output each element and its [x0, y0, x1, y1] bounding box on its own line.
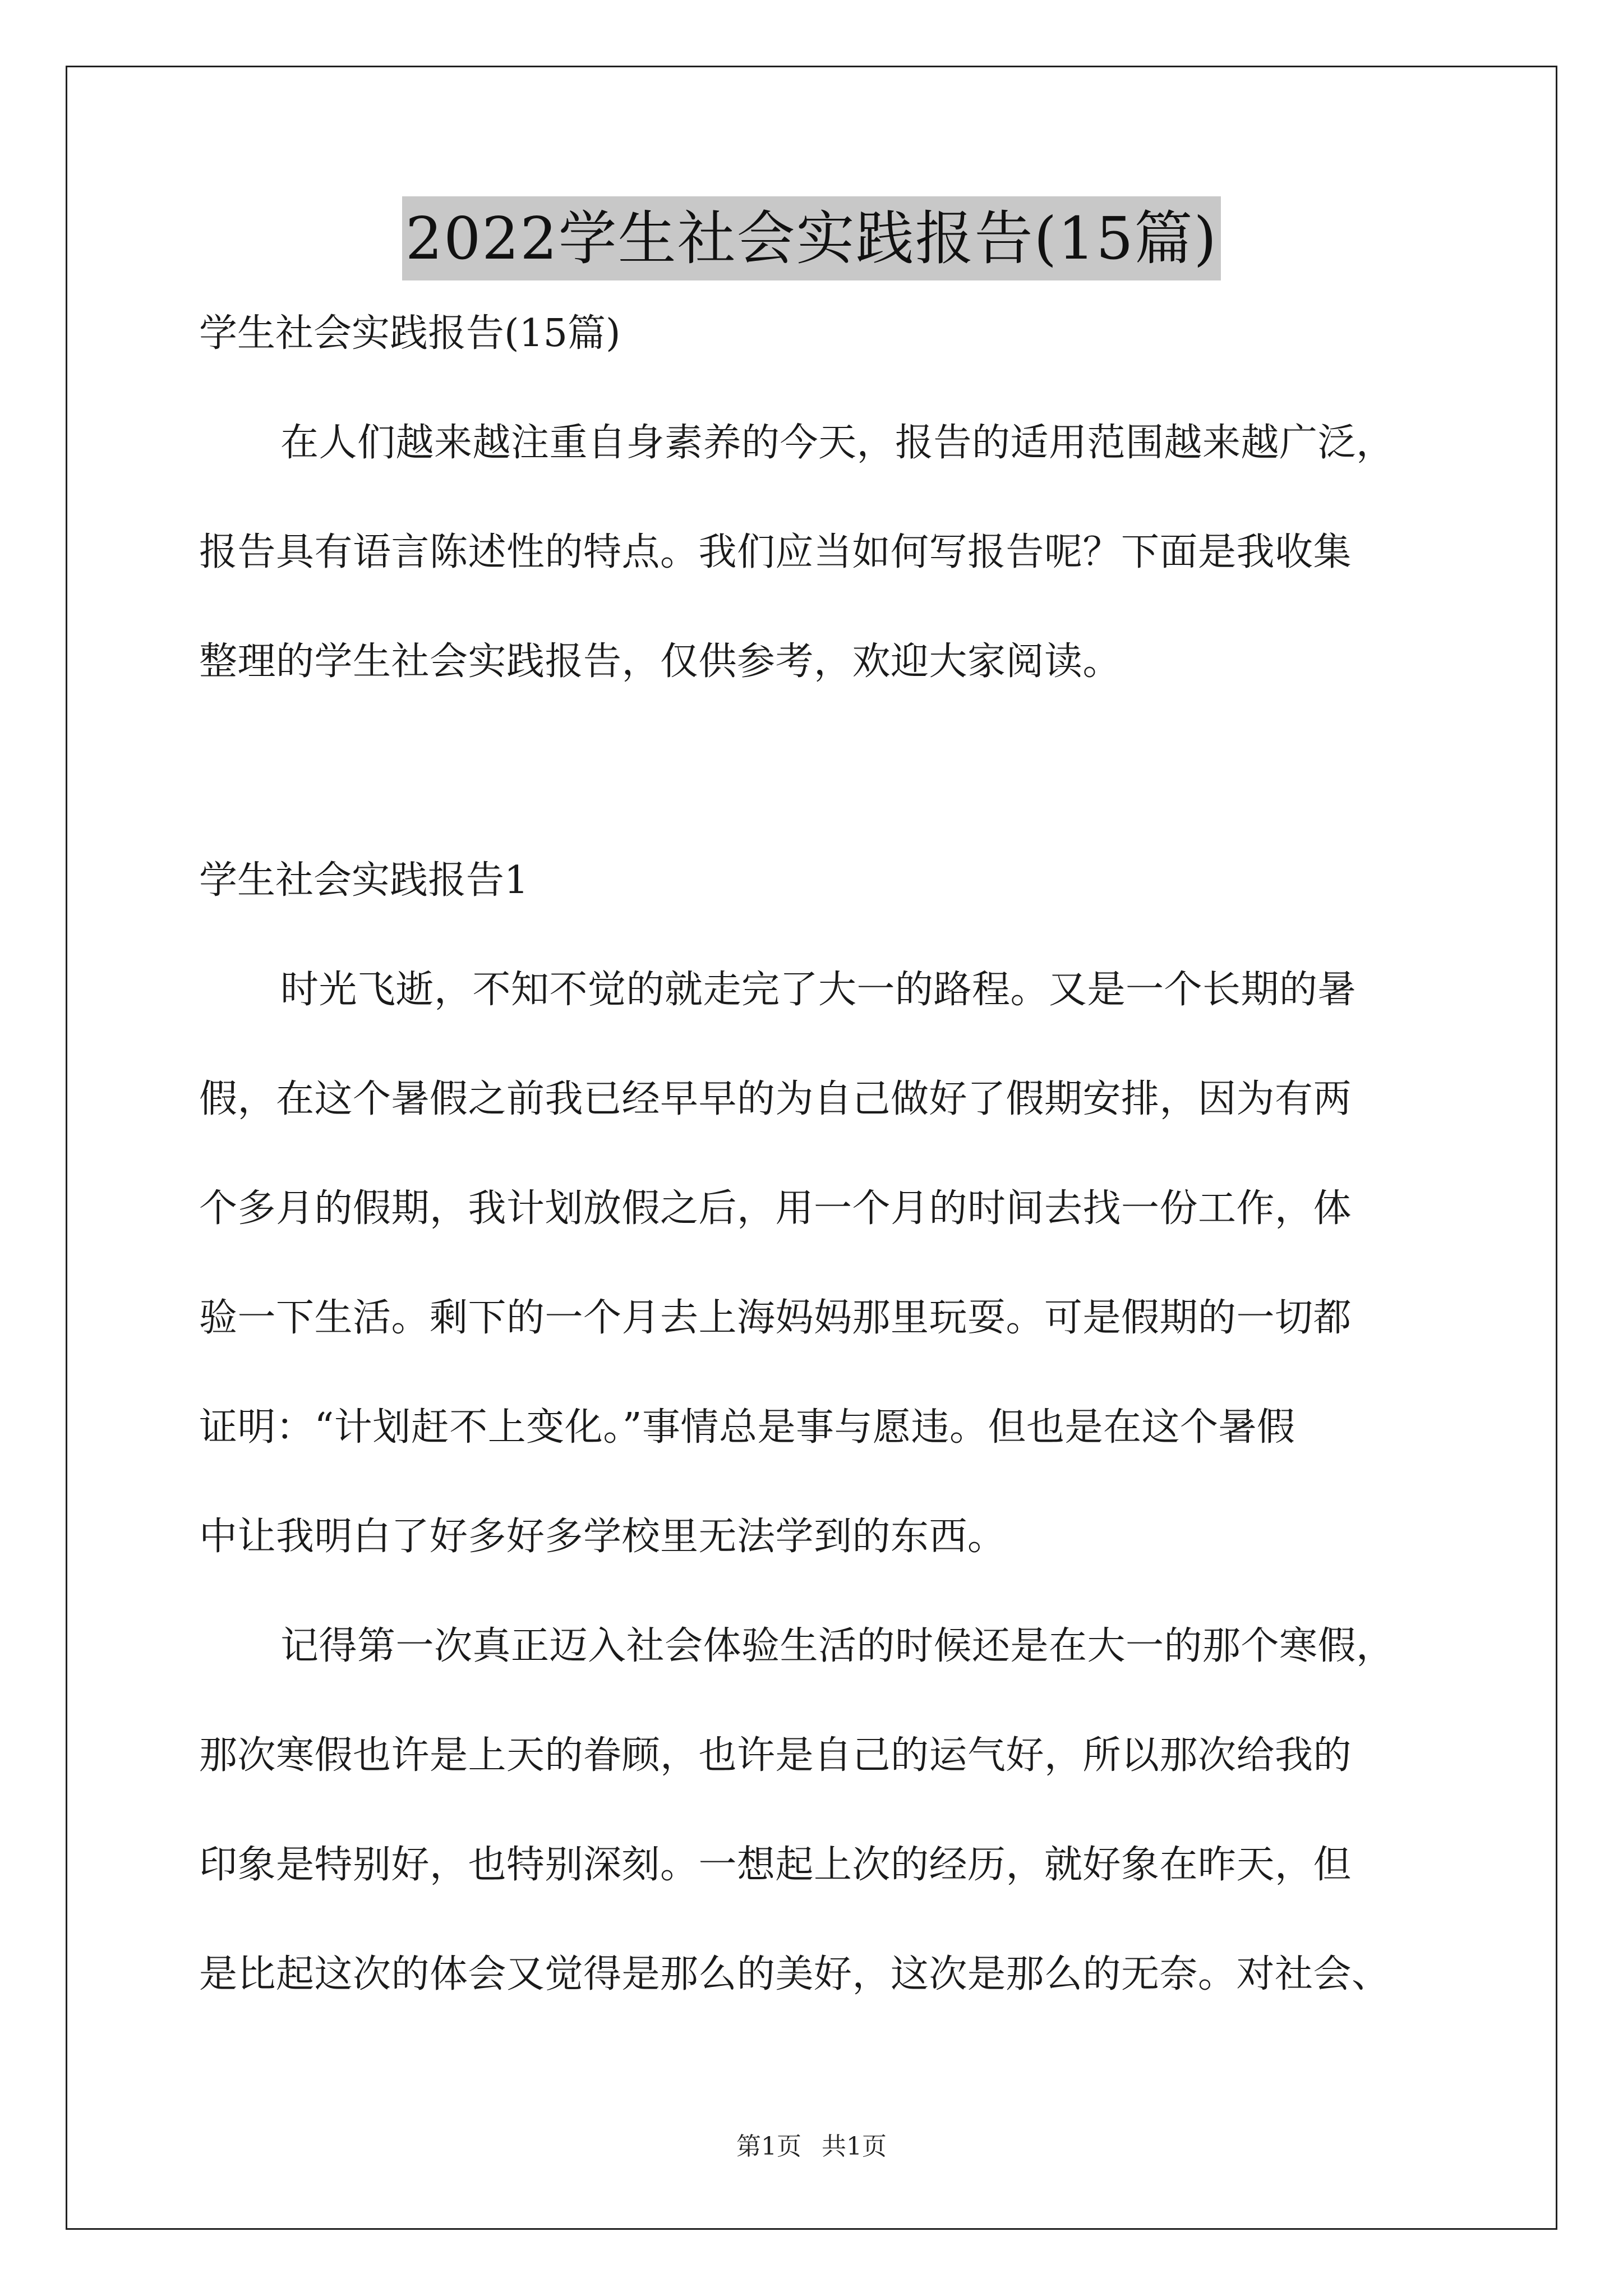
document-body: [199, 306, 1438, 2056]
paragraph-line: 印象是特别好，也特别深刻。一想起上次的经历，就好象在昨天，但: [199, 1843, 1352, 1887]
title-wrapper: [0, 196, 1623, 280]
paragraph-line: 验一下生活。剩下的一个月去上海妈妈那里玩耍。可是假期的一切都: [199, 1296, 1352, 1340]
section1-paragraph-1: [199, 962, 1438, 1565]
paragraph-line: 时光飞逝，不知不觉的就走完了大一的路程。又是一个长期的暑: [280, 968, 1357, 1012]
document-subtitle: 学生社会实践报告(15篇): [199, 311, 621, 356]
paragraph-line: 个多月的假期，我计划放假之后，用一个月的时间去找一份工作，体: [199, 1186, 1352, 1231]
section1-paragraph-2: [199, 1618, 1438, 2003]
page-total: 共1页: [822, 2132, 887, 2161]
paragraph-line: 是比起这次的体会又觉得是那么的美好，这次是那么的无奈。对社会、: [199, 1952, 1390, 1996]
intro-line: 在人们越来越注重自身素养的今天，报告的适用范围越来越广泛，: [280, 421, 1395, 465]
document-title: 2022学生社会实践报告(15篇): [402, 196, 1221, 280]
paragraph-line: 假，在这个暑假之前我已经早早的为自己做好了假期安排，因为有两: [199, 1077, 1352, 1121]
paragraph-line: 证明：“计划赶不上变化。”事情总是事与愿违。但也是在这个暑假: [199, 1405, 1295, 1450]
intro-line: 报告具有语言陈述性的特点。我们应当如何写报告呢？下面是我收集: [199, 530, 1352, 574]
paragraph-line: 记得第一次真正迈入社会体验生活的时候还是在大一的那个寒假，: [280, 1624, 1395, 1668]
section-heading: 学生社会实践报告1: [199, 858, 529, 903]
page-footer: [0, 2126, 1623, 2162]
section-spacer: [199, 743, 1438, 853]
intro-line: 整理的学生社会实践报告，仅供参考，欢迎大家阅读。: [199, 639, 1122, 684]
paragraph-line: 那次寒假也许是上天的眷顾，也许是自己的运气好，所以那次给我的: [199, 1733, 1352, 1778]
intro-paragraph: [199, 415, 1438, 690]
page-number: 第1页: [736, 2132, 801, 2161]
paragraph-line: 中让我明白了好多好多学校里无法学到的东西。: [199, 1515, 1006, 1559]
